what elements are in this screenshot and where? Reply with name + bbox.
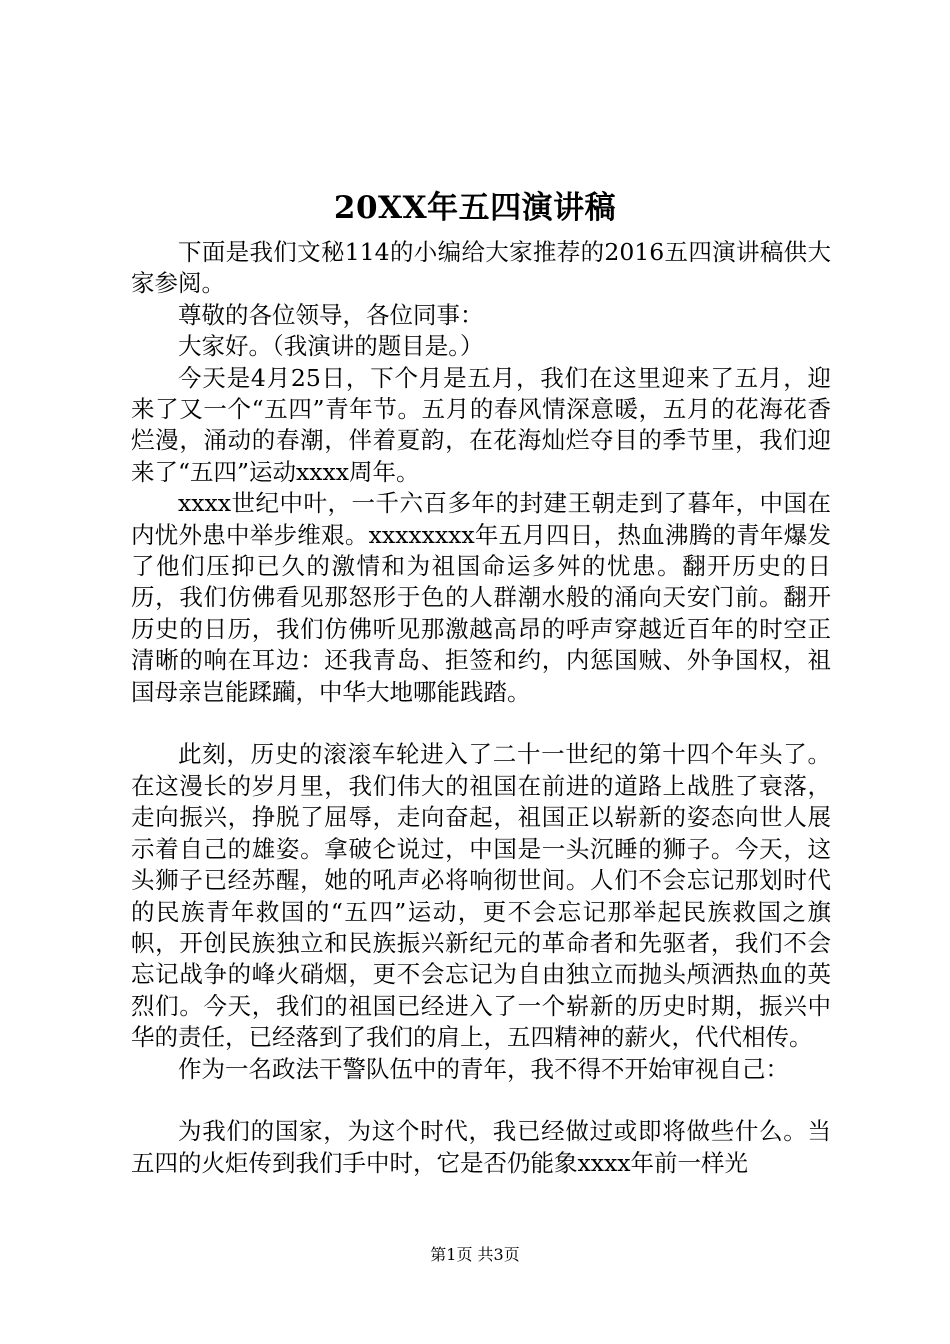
document-body xyxy=(131,237,831,1179)
paragraph-intro: 下面是我们文秘114的小编给大家推荐的2016五四演讲稿供大家参阅。 xyxy=(131,238,831,298)
paragraph-may-fourth-day: 今天是4月25日，下个月是五月，我们在这里迎来了五月，迎来了又一个“五四”青年节。五月的春风情深意暖，五月的花海花香烂漫，涌动的春潮，伴着夏韵，在花海灿烂夺目的季节里，我们迎来了“五四”运动xxxx周年。 xyxy=(131,363,831,486)
paragraph-question: 为我们的国家，为这个时代，我已经做过或即将做些什么。当五四的火炬传到我们手中时，它是否仍能象xxxx年前一样光 xyxy=(131,1117,831,1177)
paragraph-present: 此刻，历史的滚滚车轮进入了二十一世纪的第十四个年头了。在这漫长的岁月里，我们伟大的祖国在前进的道路上战胜了衰落，走向振兴，挣脱了屈辱，走向奋起，祖国正以崭新的姿态向世人展示着自己的雄姿。拿破仑说过，中国是一头沉睡的狮子。今天，这头狮子已经苏醒，她的吼声必将响彻世间。人们不会忘记那划时代的民族青年救国的“五四”运动，更不会忘记那举起民族救国之旗帜，开创民族独立和民族振兴新纪元的革命者和先驱者，我们不会忘记战争的峰火硝烟，更不会忘记为自由独立而抛头颅洒热血的英烈们。今天，我们的祖国已经进入了一个崭新的历史时期，振兴中华的责任，已经落到了我们的肩上，五四精神的薪火，代代相传。 xyxy=(131,740,831,1052)
page-footer: 第1页 共3页 xyxy=(430,1245,520,1264)
paragraph-history: xxxx世纪中叶，一千六百多年的封建王朝走到了暮年，中国在内忧外患中举步维艰。xxxxxxxx年五月四日，热血沸腾的青年爆发了他们压抑已久的激情和为祖国命运多舛的忧患。翻开历史的日历，我们仿佛看见那怒形于色的人群潮水般的涌向天安门前。翻开历史的日历，我们仿佛听见那激越高昂的呼声穿越近百年的时空正清晰的响在耳边：还我青岛、拒签和约，内惩国贼、外争国权，祖国母亲岂能蹂躏，中华大地哪能践踏。 xyxy=(131,489,831,706)
paragraph-greeting: 大家好。（我演讲的题目是。） xyxy=(178,332,484,361)
document-title: 20XX年五四演讲稿 xyxy=(333,190,617,226)
paragraph-salutation: 尊敬的各位领导，各位同事： xyxy=(178,300,484,329)
paragraph-self-reflection: 作为一名政法干警队伍中的青年，我不得不开始审视自己： xyxy=(178,1054,789,1083)
